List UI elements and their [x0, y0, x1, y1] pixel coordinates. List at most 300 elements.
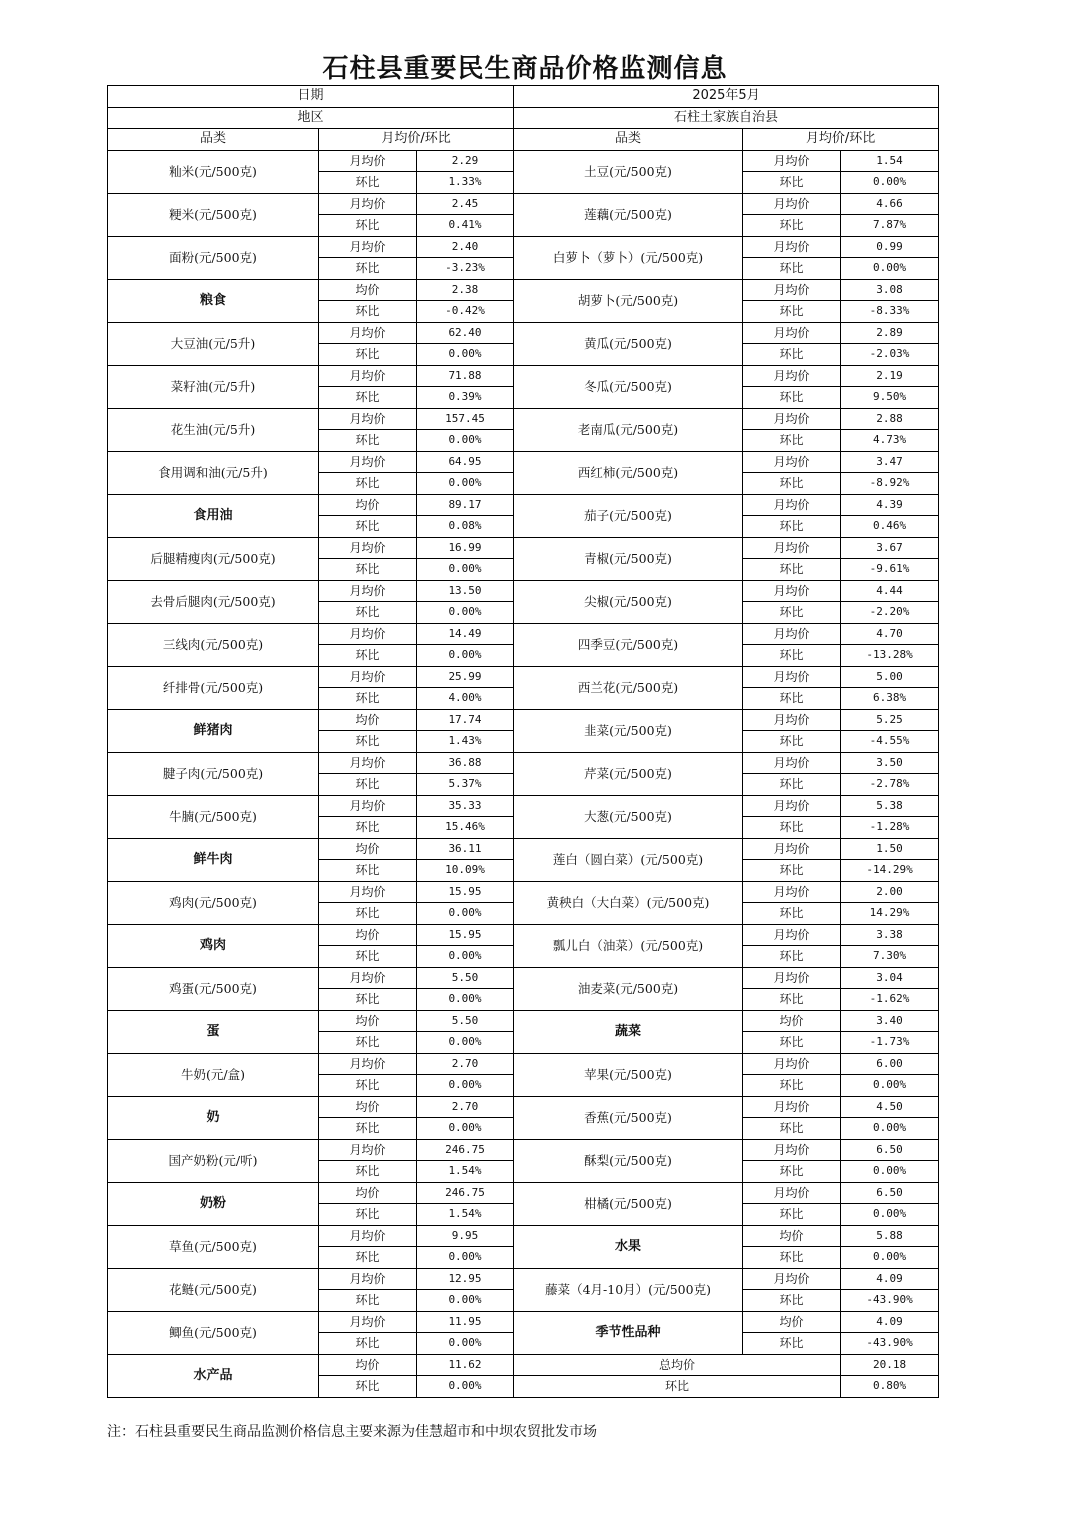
left-category-name: 国产奶粉(元/听): [108, 1139, 319, 1182]
left-category-name: 牛腩(元/500克): [108, 795, 319, 838]
left-value-mom: 10.09%: [417, 860, 514, 882]
left-value-mom: 0.39%: [417, 387, 514, 409]
left-category-name: 奶粉: [108, 1182, 319, 1225]
right-value-avg: 0.99: [841, 236, 939, 258]
left-value-avg: 2.40: [417, 236, 514, 258]
right-category-name: 四季豆(元/500克): [514, 623, 743, 666]
left-price-header: 月均价/环比: [319, 129, 514, 151]
left-label-avg: 均价: [319, 1182, 417, 1204]
left-label-avg: 月均价: [319, 537, 417, 559]
left-value-mom: -0.42%: [417, 301, 514, 323]
left-label-avg: 月均价: [319, 580, 417, 602]
right-category-name: 苹果(元/500克): [514, 1053, 743, 1096]
right-value-avg: 4.09: [841, 1311, 939, 1333]
left-label-avg: 月均价: [319, 1268, 417, 1290]
right-value-mom: -13.28%: [841, 645, 939, 667]
right-value-mom: -8.33%: [841, 301, 939, 323]
right-value-avg: 3.38: [841, 924, 939, 946]
right-label-avg: 月均价: [743, 924, 841, 946]
total-mom-value: 0.80%: [841, 1376, 939, 1398]
right-label-avg: 均价: [743, 1311, 841, 1333]
right-label-mom: 环比: [743, 1118, 841, 1140]
left-label-avg: 均价: [319, 1354, 417, 1376]
left-category-name: 牛奶(元/盒): [108, 1053, 319, 1096]
right-value-avg: 5.88: [841, 1225, 939, 1247]
right-label-mom: 环比: [743, 1075, 841, 1097]
left-value-avg: 62.40: [417, 322, 514, 344]
right-category-header: 品类: [514, 129, 743, 151]
left-label-mom: 环比: [319, 645, 417, 667]
left-label-avg: 月均价: [319, 1053, 417, 1075]
table-row: [108, 150, 939, 172]
left-label-avg: 月均价: [319, 666, 417, 688]
right-label-avg: 月均价: [743, 580, 841, 602]
left-label-avg: 月均价: [319, 193, 417, 215]
right-label-mom: 环比: [743, 860, 841, 882]
right-label-mom: 环比: [743, 1333, 841, 1355]
left-value-mom: 1.54%: [417, 1161, 514, 1183]
right-category-name: 青椒(元/500克): [514, 537, 743, 580]
left-category-name: 草鱼(元/500克): [108, 1225, 319, 1268]
left-label-mom: 环比: [319, 344, 417, 366]
right-label-avg: 均价: [743, 1225, 841, 1247]
table-row: [108, 365, 939, 387]
right-label-avg: 月均价: [743, 709, 841, 731]
right-value-mom: 7.30%: [841, 946, 939, 968]
table-row: [108, 1311, 939, 1333]
right-category-name: 冬瓜(元/500克): [514, 365, 743, 408]
left-label-mom: 环比: [319, 215, 417, 237]
right-value-avg: 2.88: [841, 408, 939, 430]
right-value-mom: -2.78%: [841, 774, 939, 796]
right-label-mom: 环比: [743, 731, 841, 753]
left-label-avg: 月均价: [319, 408, 417, 430]
left-label-mom: 环比: [319, 1376, 417, 1398]
right-value-mom: 6.38%: [841, 688, 939, 710]
right-label-mom: 环比: [743, 688, 841, 710]
right-label-mom: 环比: [743, 473, 841, 495]
right-label-mom: 环比: [743, 989, 841, 1011]
right-value-avg: 3.40: [841, 1010, 939, 1032]
left-label-avg: 均价: [319, 709, 417, 731]
right-category-name: 油麦菜(元/500克): [514, 967, 743, 1010]
right-value-avg: 3.08: [841, 279, 939, 301]
right-label-mom: 环比: [743, 301, 841, 323]
footnote: 注：石柱县重要民生商品监测价格信息主要来源为佳慧超市和中坝农贸批发市场: [107, 1424, 597, 1440]
right-label-avg: 月均价: [743, 1139, 841, 1161]
table-row: [108, 322, 939, 344]
left-value-mom: 0.00%: [417, 903, 514, 925]
right-value-mom: 7.87%: [841, 215, 939, 237]
right-value-mom: -14.29%: [841, 860, 939, 882]
table-row: [108, 924, 939, 946]
right-category-name: 柑橘(元/500克): [514, 1182, 743, 1225]
left-category-name: 粳米(元/500克): [108, 193, 319, 236]
right-value-mom: 0.00%: [841, 258, 939, 280]
right-category-name: 黄秧白（大白菜）(元/500克): [514, 881, 743, 924]
right-value-avg: 1.50: [841, 838, 939, 860]
right-value-mom: -1.73%: [841, 1032, 939, 1054]
right-value-mom: 9.50%: [841, 387, 939, 409]
right-label-mom: 环比: [743, 215, 841, 237]
left-value-mom: 0.08%: [417, 516, 514, 538]
left-label-mom: 环比: [319, 602, 417, 624]
table-row: [108, 623, 939, 645]
left-value-avg: 36.11: [417, 838, 514, 860]
region-row: [108, 107, 939, 129]
right-label-avg: 月均价: [743, 838, 841, 860]
right-label-avg: 月均价: [743, 451, 841, 473]
left-category-name: 蛋: [108, 1010, 319, 1053]
left-value-avg: 89.17: [417, 494, 514, 516]
right-value-avg: 3.67: [841, 537, 939, 559]
right-category-name: 土豆(元/500克): [514, 150, 743, 193]
right-label-mom: 环比: [743, 1247, 841, 1269]
right-label-mom: 环比: [743, 1161, 841, 1183]
right-value-avg: 3.50: [841, 752, 939, 774]
left-label-mom: 环比: [319, 688, 417, 710]
left-value-avg: 2.38: [417, 279, 514, 301]
left-value-mom: 0.00%: [417, 344, 514, 366]
left-label-avg: 月均价: [319, 623, 417, 645]
right-label-avg: 月均价: [743, 193, 841, 215]
left-label-mom: 环比: [319, 1075, 417, 1097]
left-value-avg: 5.50: [417, 1010, 514, 1032]
left-category-name: 鸡肉: [108, 924, 319, 967]
right-label-avg: 月均价: [743, 1053, 841, 1075]
left-label-mom: 环比: [319, 1118, 417, 1140]
right-value-avg: 4.44: [841, 580, 939, 602]
left-category-name: 鲫鱼(元/500克): [108, 1311, 319, 1354]
right-category-name: 莲白（圆白菜）(元/500克): [514, 838, 743, 881]
left-label-avg: 月均价: [319, 322, 417, 344]
left-value-mom: 0.00%: [417, 473, 514, 495]
right-value-mom: 0.00%: [841, 1161, 939, 1183]
left-label-mom: 环比: [319, 516, 417, 538]
table-row: [108, 537, 939, 559]
right-label-mom: 环比: [743, 817, 841, 839]
right-category-name: 西兰花(元/500克): [514, 666, 743, 709]
left-value-mom: 0.00%: [417, 989, 514, 1011]
right-value-mom: 0.00%: [841, 1118, 939, 1140]
left-label-mom: 环比: [319, 860, 417, 882]
total-avg-label: 总均价: [514, 1354, 841, 1376]
right-value-mom: -1.28%: [841, 817, 939, 839]
price-table: [107, 85, 939, 1398]
table-row: [108, 752, 939, 774]
left-value-mom: 0.00%: [417, 430, 514, 452]
left-value-mom: 1.43%: [417, 731, 514, 753]
right-value-avg: 1.54: [841, 150, 939, 172]
left-value-avg: 36.88: [417, 752, 514, 774]
right-label-mom: 环比: [743, 645, 841, 667]
table-row: [108, 1182, 939, 1204]
left-category-name: 去骨后腿肉(元/500克): [108, 580, 319, 623]
right-label-avg: 月均价: [743, 623, 841, 645]
right-category-name: 水果: [514, 1225, 743, 1268]
left-category-name: 花生油(元/5升): [108, 408, 319, 451]
table-row: [108, 967, 939, 989]
right-label-avg: 月均价: [743, 150, 841, 172]
right-value-mom: -1.62%: [841, 989, 939, 1011]
left-value-mom: 0.00%: [417, 1075, 514, 1097]
right-label-mom: 环比: [743, 387, 841, 409]
left-label-avg: 月均价: [319, 967, 417, 989]
right-value-mom: 14.29%: [841, 903, 939, 925]
left-value-avg: 15.95: [417, 881, 514, 903]
right-label-mom: 环比: [743, 946, 841, 968]
left-value-mom: 0.00%: [417, 559, 514, 581]
right-value-mom: -43.90%: [841, 1333, 939, 1355]
left-category-name: 菜籽油(元/5升): [108, 365, 319, 408]
table-row: [108, 1268, 939, 1290]
left-label-mom: 环比: [319, 559, 417, 581]
left-value-mom: 0.00%: [417, 1333, 514, 1355]
left-label-avg: 均价: [319, 494, 417, 516]
left-value-avg: 25.99: [417, 666, 514, 688]
right-value-avg: 4.70: [841, 623, 939, 645]
left-label-mom: 环比: [319, 1247, 417, 1269]
right-category-name: 香蕉(元/500克): [514, 1096, 743, 1139]
table-row: [108, 1225, 939, 1247]
left-value-avg: 71.88: [417, 365, 514, 387]
left-label-avg: 月均价: [319, 881, 417, 903]
right-category-name: 瓢儿白（油菜）(元/500克): [514, 924, 743, 967]
right-value-mom: -4.55%: [841, 731, 939, 753]
right-category-name: 尖椒(元/500克): [514, 580, 743, 623]
left-value-avg: 16.99: [417, 537, 514, 559]
left-category-name: 水产品: [108, 1354, 319, 1397]
left-label-mom: 环比: [319, 946, 417, 968]
left-label-avg: 均价: [319, 1096, 417, 1118]
right-value-avg: 5.38: [841, 795, 939, 817]
left-label-mom: 环比: [319, 1290, 417, 1312]
right-value-mom: -43.90%: [841, 1290, 939, 1312]
left-label-mom: 环比: [319, 430, 417, 452]
left-value-mom: 0.00%: [417, 1247, 514, 1269]
right-value-mom: -9.61%: [841, 559, 939, 581]
right-category-name: 白萝卜（萝卜）(元/500克): [514, 236, 743, 279]
right-value-mom: 0.46%: [841, 516, 939, 538]
left-value-avg: 14.49: [417, 623, 514, 645]
right-label-mom: 环比: [743, 1204, 841, 1226]
left-category-name: 鲜牛肉: [108, 838, 319, 881]
left-category-name: 后腿精瘦肉(元/500克): [108, 537, 319, 580]
right-value-avg: 2.19: [841, 365, 939, 387]
right-value-mom: -2.20%: [841, 602, 939, 624]
right-label-avg: 月均价: [743, 967, 841, 989]
right-label-avg: 月均价: [743, 666, 841, 688]
right-category-name: 芹菜(元/500克): [514, 752, 743, 795]
right-label-mom: 环比: [743, 774, 841, 796]
left-category-name: 大豆油(元/5升): [108, 322, 319, 365]
left-label-mom: 环比: [319, 989, 417, 1011]
right-category-name: 韭菜(元/500克): [514, 709, 743, 752]
left-value-avg: 35.33: [417, 795, 514, 817]
left-value-avg: 5.50: [417, 967, 514, 989]
left-value-avg: 246.75: [417, 1182, 514, 1204]
left-category-name: 食用油: [108, 494, 319, 537]
right-category-name: 莲藕(元/500克): [514, 193, 743, 236]
table-row: [108, 881, 939, 903]
left-value-mom: 1.33%: [417, 172, 514, 194]
right-value-avg: 4.09: [841, 1268, 939, 1290]
left-value-avg: 2.70: [417, 1053, 514, 1075]
right-label-mom: 环比: [743, 516, 841, 538]
table-row: [108, 1096, 939, 1118]
left-label-avg: 月均价: [319, 150, 417, 172]
left-category-name: 粮食: [108, 279, 319, 322]
right-label-mom: 环比: [743, 903, 841, 925]
left-category-name: 鲜猪肉: [108, 709, 319, 752]
table-row: [108, 193, 939, 215]
table-row: [108, 795, 939, 817]
table-row: [108, 1354, 939, 1376]
left-value-avg: 12.95: [417, 1268, 514, 1290]
left-value-mom: 5.37%: [417, 774, 514, 796]
right-value-avg: 4.50: [841, 1096, 939, 1118]
left-value-avg: 9.95: [417, 1225, 514, 1247]
right-value-avg: 2.89: [841, 322, 939, 344]
left-label-mom: 环比: [319, 774, 417, 796]
table-row: [108, 580, 939, 602]
column-header-row: [108, 129, 939, 151]
right-value-mom: -2.03%: [841, 344, 939, 366]
right-category-name: 胡萝卜(元/500克): [514, 279, 743, 322]
left-label-mom: 环比: [319, 172, 417, 194]
right-value-mom: 4.73%: [841, 430, 939, 452]
table-row: [108, 451, 939, 473]
right-value-avg: 2.00: [841, 881, 939, 903]
left-value-avg: 17.74: [417, 709, 514, 731]
left-label-avg: 月均价: [319, 1311, 417, 1333]
date-row: [108, 86, 939, 108]
left-category-name: 纤排骨(元/500克): [108, 666, 319, 709]
table-row: [108, 279, 939, 301]
left-category-name: 籼米(元/500克): [108, 150, 319, 193]
right-label-avg: 月均价: [743, 365, 841, 387]
left-label-mom: 环比: [319, 1161, 417, 1183]
right-label-avg: 月均价: [743, 494, 841, 516]
right-label-avg: 均价: [743, 1010, 841, 1032]
region-label: 地区: [108, 107, 514, 129]
left-label-mom: 环比: [319, 387, 417, 409]
left-label-avg: 均价: [319, 1010, 417, 1032]
right-value-mom: 0.00%: [841, 1204, 939, 1226]
left-value-mom: 0.00%: [417, 602, 514, 624]
right-price-header: 月均价/环比: [743, 129, 939, 151]
right-label-avg: 月均价: [743, 881, 841, 903]
right-label-avg: 月均价: [743, 795, 841, 817]
table-row: [108, 236, 939, 258]
left-label-mom: 环比: [319, 1204, 417, 1226]
page-title: 石柱县重要民生商品价格监测信息: [322, 54, 728, 84]
left-label-avg: 月均价: [319, 1139, 417, 1161]
left-value-mom: 15.46%: [417, 817, 514, 839]
right-value-avg: 4.39: [841, 494, 939, 516]
left-label-mom: 环比: [319, 473, 417, 495]
left-value-avg: 246.75: [417, 1139, 514, 1161]
left-category-name: 腱子肉(元/500克): [108, 752, 319, 795]
left-label-mom: 环比: [319, 903, 417, 925]
left-value-avg: 64.95: [417, 451, 514, 473]
right-category-name: 老南瓜(元/500克): [514, 408, 743, 451]
right-label-mom: 环比: [743, 430, 841, 452]
right-label-mom: 环比: [743, 1290, 841, 1312]
right-value-avg: 3.04: [841, 967, 939, 989]
right-label-mom: 环比: [743, 344, 841, 366]
right-value-mom: -8.92%: [841, 473, 939, 495]
total-mom-label: 环比: [514, 1376, 841, 1398]
right-category-name: 季节性品种: [514, 1311, 743, 1354]
left-label-avg: 月均价: [319, 795, 417, 817]
left-category-name: 面粉(元/500克): [108, 236, 319, 279]
right-category-name: 西红柿(元/500克): [514, 451, 743, 494]
right-label-avg: 月均价: [743, 1268, 841, 1290]
table-row: [108, 709, 939, 731]
table-row: [108, 408, 939, 430]
right-label-mom: 环比: [743, 602, 841, 624]
left-category-header: 品类: [108, 129, 319, 151]
table-row: [108, 1053, 939, 1075]
left-label-mom: 环比: [319, 1032, 417, 1054]
table-row: [108, 1010, 939, 1032]
right-label-avg: 月均价: [743, 1096, 841, 1118]
left-value-mom: 0.00%: [417, 1376, 514, 1398]
left-value-avg: 2.70: [417, 1096, 514, 1118]
left-category-name: 鸡肉(元/500克): [108, 881, 319, 924]
left-category-name: 奶: [108, 1096, 319, 1139]
table-row: [108, 1139, 939, 1161]
table-row: [108, 494, 939, 516]
right-value-avg: 6.50: [841, 1139, 939, 1161]
left-category-name: 三线肉(元/500克): [108, 623, 319, 666]
left-value-avg: 2.29: [417, 150, 514, 172]
left-value-mom: 0.00%: [417, 645, 514, 667]
left-label-avg: 均价: [319, 838, 417, 860]
right-label-avg: 月均价: [743, 1182, 841, 1204]
right-value-mom: 0.00%: [841, 172, 939, 194]
left-value-avg: 157.45: [417, 408, 514, 430]
left-value-avg: 11.62: [417, 1354, 514, 1376]
left-label-mom: 环比: [319, 731, 417, 753]
right-value-avg: 6.00: [841, 1053, 939, 1075]
left-label-mom: 环比: [319, 258, 417, 280]
left-category-name: 花鲢(元/500克): [108, 1268, 319, 1311]
left-label-avg: 月均价: [319, 1225, 417, 1247]
left-value-mom: -3.23%: [417, 258, 514, 280]
right-label-avg: 月均价: [743, 537, 841, 559]
left-value-mom: 0.00%: [417, 1118, 514, 1140]
right-value-avg: 4.66: [841, 193, 939, 215]
left-value-mom: 0.41%: [417, 215, 514, 237]
left-label-avg: 月均价: [319, 752, 417, 774]
date-value: 2025年5月: [514, 86, 939, 108]
left-value-avg: 11.95: [417, 1311, 514, 1333]
left-label-avg: 月均价: [319, 451, 417, 473]
right-label-avg: 月均价: [743, 279, 841, 301]
left-label-avg: 月均价: [319, 236, 417, 258]
left-value-avg: 13.50: [417, 580, 514, 602]
region-value: 石柱土家族自治县: [514, 107, 939, 129]
left-value-mom: 1.54%: [417, 1204, 514, 1226]
right-value-mom: 0.00%: [841, 1247, 939, 1269]
total-avg-value: 20.18: [841, 1354, 939, 1376]
left-value-mom: 0.00%: [417, 1032, 514, 1054]
right-label-avg: 月均价: [743, 752, 841, 774]
right-label-mom: 环比: [743, 172, 841, 194]
right-value-avg: 6.50: [841, 1182, 939, 1204]
